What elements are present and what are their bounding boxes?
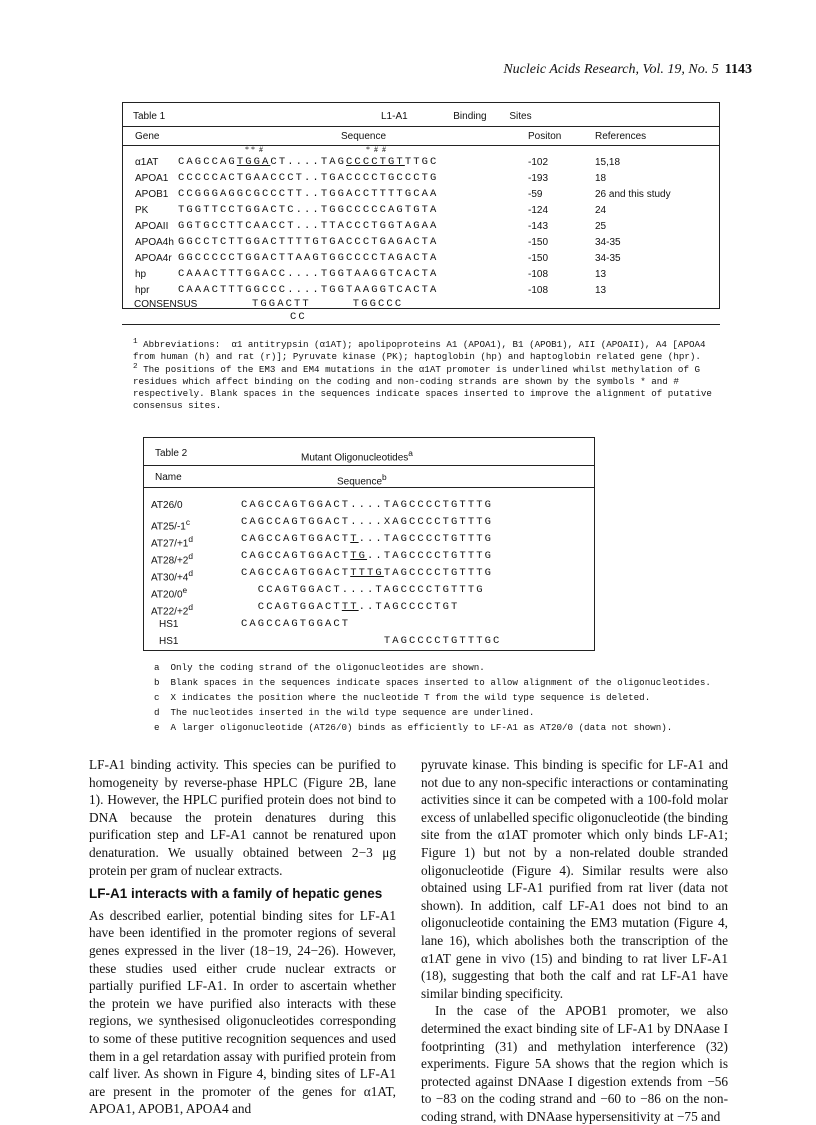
oligo-name: AT20/0e xyxy=(151,585,188,601)
reference: 26 and this study xyxy=(595,189,671,200)
reference: 15,18 xyxy=(595,157,621,168)
table-2 xyxy=(143,437,595,651)
sequence: CCGGGAGGCGCCCTT..TGGACCTTTTGCAA xyxy=(178,188,439,200)
gene-name: APOA1 xyxy=(135,173,169,184)
table-1-rule-top xyxy=(123,126,719,127)
methylation-marks: * * # xyxy=(245,145,263,154)
position: -108 xyxy=(528,285,549,296)
section-heading: LF-A1 interacts with a family of hepatic genes xyxy=(89,886,383,902)
table-2-footnote-d: d The nucleotides inserted in the wild type sequence are underlined. xyxy=(154,707,535,718)
table-2-header-sequence: Sequence$^b$ xyxy=(337,472,387,488)
table-2-footnote-b: b Blank spaces in the sequences indicate spaces inserted to allow alignment of the oligonucleotides. xyxy=(154,677,711,688)
gene-name: APOA4r xyxy=(135,253,172,264)
table-2-title: Mutant Oligonucleotides$^a$ xyxy=(301,448,413,464)
paragraph: pyruvate kinase. This binding is specific for LF-A1 and not due to any non-specific interactions or contaminating activities since it can be competed with a 100-fold molar excess of unlabelled specific oligonucleotide (the binding site from the α1AT promoter which only binds LF-A1; Figure 1) but not by a non-related double stranded oligonucleotide (Figure 4). Similar results were also obtained using LF-A1 purified from rat liver (data not shown). In addition, calf LF-A1 does not bind to an oligonucleotide containing the EM3 mutation (Figure 4, lane 16), which abolishes both the transcription of the α1AT gene in vivo (15) and binding to rat liver LF-A1 (18), suggesting that both the calf and rat LF-A1 have similar binding specificity. xyxy=(421,757,728,1001)
sequence: GGCCTCTTGGACTTTTGTGACCCTGAGACTA xyxy=(178,236,439,248)
sequence: CCCCCACTGAACCCT..TGACCCCTGCCCTG xyxy=(178,172,439,184)
table-1-header-sequence: Sequence xyxy=(341,131,387,142)
sequence: CCAGTGGACT....TAGCCCCTGTTTG xyxy=(241,584,485,596)
oligo-name: AT26/0 xyxy=(151,500,183,511)
reference: 34-35 xyxy=(595,237,621,248)
paragraph: In the case of the APOB1 promoter, we also determined the exact binding site of LF-A1 by DNAase I footprinting (31) and methylation interference (32) experiments. Figure 5A shows that the region which is protected against DNAase I digestion extends from −56 to −83 on the coding strand and −60 to −86 on the non-coding strand, with DNAase hypersensitivity at −75 and xyxy=(421,1003,728,1124)
oligo-name: AT25/-1$^c$ xyxy=(151,517,191,533)
sequence: TAGCCCCTGTTTGC xyxy=(241,635,502,647)
sequence: CAGCCAGTGGACTT...TAGCCCCTGTTTG xyxy=(241,533,494,545)
sequence: CAGCCAGTGGACT....XAGCCCCTGTTTG xyxy=(241,516,494,528)
page-number: 1143 xyxy=(724,62,752,77)
sequence: CAAACTTTGGCCC....TGGTAAGGTCACTA xyxy=(178,284,439,296)
table-1-title: L1-A1 Binding Sites xyxy=(381,111,532,122)
oligo-name: HS1 xyxy=(159,619,179,630)
reference: 34-35 xyxy=(595,253,621,264)
journal-citation: Nucleic Acids Research, Vol. 19, No. 5 xyxy=(503,62,719,77)
table-1-label: Table 1 xyxy=(133,111,166,122)
reference: 25 xyxy=(595,221,607,232)
table-2-footnote-c: c X indicates the position where the nucleotide T from the wild type sequence is deleted. xyxy=(154,692,651,703)
paragraph: LF-A1 binding activity. This species can be purified to homogeneity by reverse-phase HPLC (Figure 2B, lane 1). However, the HPLC purified protein does not bind to DNA because the protein denatures during this purification step and LF-A1 cannot be renatured upon denaturation. We usually obtained between 2−3 μg protein per gram of nuclear extracts. xyxy=(89,757,396,878)
sequence: GGCCCCCTGGACTTAAGTGGCCCCTAGACTA xyxy=(178,252,439,264)
reference: 24 xyxy=(595,205,607,216)
position: -150 xyxy=(528,237,549,248)
position: -143 xyxy=(528,221,549,232)
oligo-name: $AT30/+4^d$ xyxy=(151,568,193,584)
sequence: CAGCCAGTGGACT....TAGCCCCTGTTTGC xyxy=(178,156,439,168)
position: -193 xyxy=(528,173,549,184)
sequence: GGTGCCTTCAACCT...TTACCCTGGTAGAA xyxy=(178,220,439,232)
sequence: CAAACTTTGGACC....TGGTAAGGTCACTA xyxy=(178,268,439,280)
table-1-header-position: Positon xyxy=(528,131,562,142)
table-2-rule-header xyxy=(143,487,595,488)
right-column xyxy=(421,756,728,1125)
sequence: CAGCCAGTGGACTTTTGTAGCCCCTGTTTG xyxy=(241,567,494,579)
left-column xyxy=(89,756,396,1118)
sequence: CAGCCAGTGGACT....TAGCCCCTGTTTG xyxy=(241,499,494,511)
sequence: TGGTTCCTGGACTC...TGGCCCCCAGTGTA xyxy=(178,204,439,216)
gene-name: APOAII xyxy=(135,221,169,232)
paragraph: As described earlier, potential binding sites for LF-A1 have been identified in the promoter regions of several genes expressed in the liver (18−19, 24−26). However, these studies used either crude nuclear extracts or partially purified LF-A1. In order to ascertain whether the protein we have purified also interacts with these regions, we synthesised oligonucleotides corresponding to some of these putitive recognition sequences and used them in a gel retardation assay with purified protein from calf liver. As shown in Figure 4, binding sites of LF-A1 are present in the promoter of the genes for α1AT, APOA1, APOB1, APOA4 and xyxy=(89,907,396,1117)
consensus-line-1: TGGACTT TGGCCC xyxy=(252,298,404,310)
table-1 xyxy=(122,102,720,309)
table-1-header-gene: Gene xyxy=(135,131,160,142)
position: -108 xyxy=(528,269,549,280)
gene-name: APOB1 xyxy=(135,189,169,200)
sequence: CAGCCAGTGGACT xyxy=(241,618,351,630)
position: -124 xyxy=(528,205,549,216)
methylation-marks: * # # xyxy=(366,145,386,154)
gene-name: PK xyxy=(135,205,149,216)
table-2-rule-top xyxy=(143,465,595,466)
running-header xyxy=(503,62,752,78)
gene-name: hp xyxy=(135,269,147,280)
position: -102 xyxy=(528,157,549,168)
table-1-footnote-2: $^2$ The positions of the EM3 and EM4 mutations in the α1AT promoter is underlined whilst methylation of G residues which affect binding on the coding and non-coding strands are shown by the symbols * and # respectively. Blank spaces in the sequences indicate spaces inserted to improve the alignment of putative consensus sites. xyxy=(133,363,712,412)
oligo-name: $AT22/+2^d$ xyxy=(151,602,193,618)
reference: 13 xyxy=(595,269,607,280)
table-1-rule-bottom xyxy=(122,324,720,325)
reference: 13 xyxy=(595,285,607,296)
oligo-name: $AT28/+2^d$ xyxy=(151,551,193,567)
sequence: CAGCCAGTGGACTTG..TAGCCCCTGTTTG xyxy=(241,550,494,562)
gene-name: hpr xyxy=(135,285,150,296)
table-1-footnote-1: $^1$ Abbreviations: α1 antitrypsin (α1AT); apolipoproteins A1 (APOA1), B1 (APOB1), AII (APOAII), A4 [APOA4 from human (h) and rat (r)]; Pyruvate kinase (PK); haptoglobin (hp) and haptoglobin related gene (hpr). xyxy=(133,338,706,363)
oligo-name: HS1 xyxy=(159,636,179,647)
sequence: CCAGTGGACTTT..TAGCCCCTGT xyxy=(241,601,460,613)
table-2-header-name: Name xyxy=(155,472,182,483)
position: -59 xyxy=(528,189,543,200)
oligo-name: $AT27/+1^d$ xyxy=(151,534,193,550)
table-2-label: Table 2 xyxy=(155,448,188,459)
reference: 18 xyxy=(595,173,607,184)
position: -150 xyxy=(528,253,549,264)
gene-name: α1AT xyxy=(135,157,159,168)
consensus-line-2: CC xyxy=(290,311,307,323)
table-2-footnote-e: e A larger oligonucleotide (AT26/0) binds as efficiently to LF-A1 as AT20/0 (data not shown). xyxy=(154,722,673,733)
consensus-label: CONSENSUS xyxy=(134,299,198,310)
table-1-header-references: References xyxy=(595,131,647,142)
table-1-rule-header xyxy=(123,145,719,146)
table-2-footnote-a: a Only the coding strand of the oligonucleotides are shown. xyxy=(154,662,485,673)
gene-name: APOA4h xyxy=(135,237,174,248)
